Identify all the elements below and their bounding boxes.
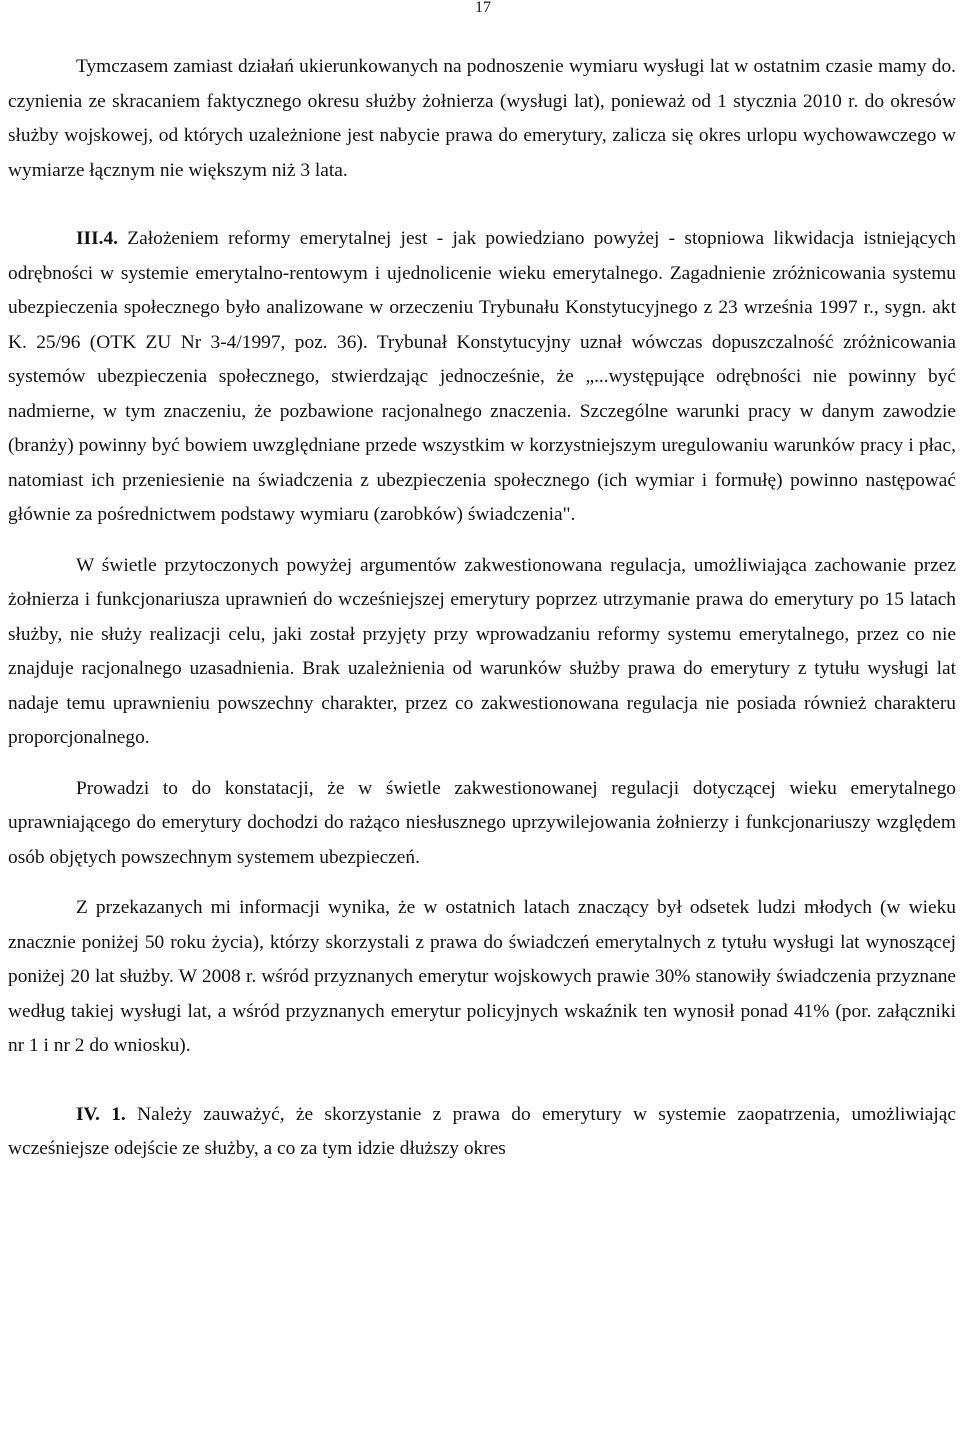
section-number: III.4. — [76, 228, 119, 249]
paragraph-text: Należy zauważyć, że skorzystanie z prawa do emerytury w systemie zaopatrzenia, umożliwiając wcześniejsze odejście ze służby, a co za tym idzie dłuższy okres — [8, 1103, 957, 1159]
paragraph-argument — [8, 549, 956, 756]
paragraph-section-iii-4 — [8, 222, 956, 533]
paragraph-statistics — [8, 891, 956, 1064]
paragraph-text: Prowadzi to do konstatacji, że w świetle zakwestionowanej regulacji dotyczącej wieku emerytalnego uprawniającego do emerytury dochodzi do rażąco niesłusznego uprzywilejowania żołnierzy i funkcjonariuszy względem osób objętych powszechnym systemem ubezpieczeń. — [8, 777, 956, 868]
paragraph-text: Z przekazanych mi informacji wynika, że w ostatnich latach znaczący był odsetek ludzi młodych (w wieku znacznie poniżej 50 roku życia), którzy skorzystali z prawa do świadczeń emerytalnych z tytułu wysługi lat wynoszącej poniżej 20 lat służby. W 2008 r. wśród przyznanych emerytur wojskowych prawie 30% stanowiły świadczenia przyznane według takiej wysługi lat, a wśród przyznanych emerytur policyjnych wskaźnik ten wynosił ponad 41% (por. załączniki nr 1 i nr 2 do wniosku). — [8, 897, 956, 1056]
paragraph-text: Tymczasem zamiast działań ukierunkowanych na podnoszenie wymiaru wysługi lat w ostatnim czasie mamy do. czynienia ze skracaniem faktycznego okresu służby żołnierza (wysługi lat), ponieważ od 1 stycznia 2010 r. do okresów służby wojskowej, od których uzależnione jest nabycie prawa do emerytury, zalicza się okres urlopu wychowawczego w wymiarze łącznym nie większym niż 3 lata. — [8, 56, 956, 181]
paragraph-text: W świetle przytoczonych powyżej argumentów zakwestionowana regulacja, umożliwiająca zachowanie przez żołnierza i funkcjonariusza uprawnień do wcześniejszej emerytury poprzez utrzymanie prawa do emerytury po 15 latach służby, nie służy realizacji celu, jaki został przyjęty przy wprowadzaniu reformy systemu emerytalnego, przez co nie znajduje racjonalnego uzasadnienia. Brak uzależnienia od warunków służby prawa do emerytury z tytułu wysługi lat nadaje temu uprawnieniu powszechny charakter, przez co zakwestionowana regulacja nie posiada również charakteru proporcjonalnego. — [8, 554, 956, 748]
paragraph-conclusion — [8, 772, 956, 876]
section-number: IV. 1. — [76, 1103, 126, 1125]
document-body — [8, 50, 956, 1167]
paragraph-text: Założeniem reformy emerytalnej jest - jak powiedziano powyżej - stopniowa likwidacja istniejących odrębności w systemie emerytalno-rentowym i ujednolicenie wieku emerytalnego. Zagadnienie zróżnicowania systemu ubezpieczenia społecznego było analizowane w orzeczeniu Trybunału Konstytucyjnego z 23 września 1997 r., sygn. akt K. 25/96 (OTK ZU Nr 3-4/1997, poz. 36). Trybunał Konstytucyjny uznał wówczas dopuszczalność zróżnicowania systemów ubezpieczenia społecznego, stwierdzając jednocześnie, że „...występujące odrębności nie powinny być nadmierne, w tym znaczeniu, że pozbawione racjonalnego znaczenia. Szczególne warunki pracy w danym zawodzie (branży) powinny być bowiem uwzględniane przede wszystkim w korzystniejszym uregulowaniu warunków pracy i płac, natomiast ich przeniesienie na świadczenia z ubezpieczenia społecznego (ich wymiar i formułę) powinno następować głównie za pośrednictwem podstawy wymiaru (zarobków) świadczenia". — [8, 228, 956, 525]
page-number: 17 — [475, 0, 491, 16]
paragraph-section-iv-1 — [8, 1098, 956, 1167]
paragraph-intro — [8, 50, 956, 188]
